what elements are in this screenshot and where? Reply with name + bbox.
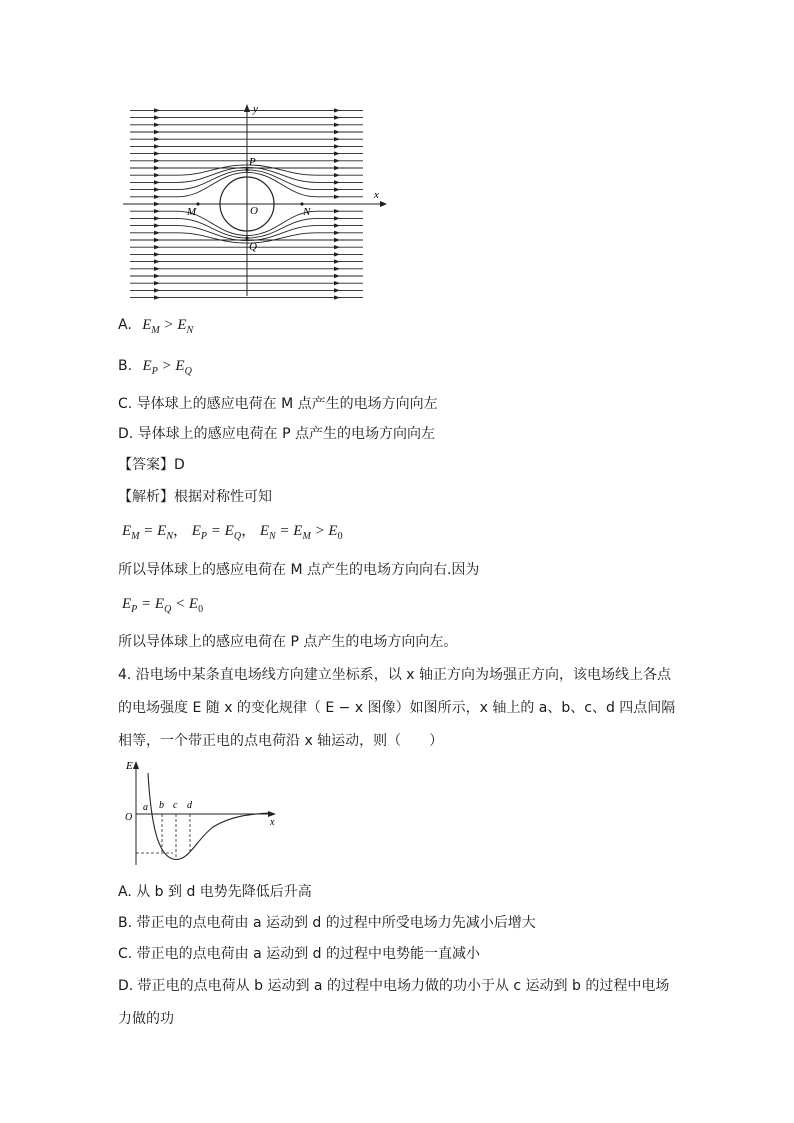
q4-option-d: D. 带正电的点电荷从 b 运动到 a 的过程中电场力做的功小于从 c 运动到 b 的过程中电场力做的功 — [118, 978, 670, 1027]
point-n-label: N — [303, 206, 311, 218]
q3-option-d: D. 导体球上的感应电荷在 P 点产生的电场方向向左 — [118, 426, 436, 442]
point-d-label: d — [187, 800, 192, 811]
e-x-graph — [118, 755, 283, 870]
q4-option-b: B. 带正电的点电荷由 a 运动到 d 的过程中所受电场力先减小后增大 — [118, 915, 536, 931]
origin-label: O — [250, 205, 258, 217]
q3-equation-1: $E_M = E_N$， $E_P = E_Q$， $E_N = E_M > E_0$ — [122, 523, 343, 542]
q4-option-a: A. 从 b 到 d 电势先降低后升高 — [118, 884, 312, 900]
q4-stem: 4. 沿电场中某条直电场线方向建立坐标系，以 x 轴正方向为场强正方向，该电场线上各点的电场强度 E 随 x 的变化规律（ E − x 图像）如图所示，x 轴上的 a、b、c、d 四点间隔相等，一个带正电的点电荷沿 x 轴运动，则（ ） — [118, 667, 676, 749]
q4-option-c: C. 带正电的点电荷由 a 运动到 d 的过程中电势能一直减小 — [118, 946, 480, 962]
q3-option-a: A. $E_M > E_N$ — [118, 317, 194, 336]
e-curve — [148, 773, 270, 859]
point-m-label: M — [187, 206, 197, 218]
x-label-2: x — [270, 817, 275, 828]
e-label: E — [126, 760, 133, 772]
q3-text-1: 所以导体球上的感应电荷在 M 点产生的电场方向向右.因为 — [118, 562, 480, 578]
q3-answer: 【答案】D — [118, 457, 185, 473]
point-p-label: P — [249, 156, 256, 168]
q3-text-2: 所以导体球上的感应电荷在 P 点产生的电场方向向左。 — [118, 634, 458, 650]
point-c-label: c — [173, 800, 178, 811]
q3-analysis: 【解析】根据对称性可知 — [118, 489, 272, 505]
field-lines-figure — [118, 98, 393, 300]
x-label: x — [374, 189, 379, 201]
y-label: y — [253, 103, 258, 115]
q3-option-c: C. 导体球上的感应电荷在 M 点产生的电场方向向左 — [118, 396, 438, 412]
q3-equation-2: $E_P = E_Q < E_0$ — [122, 596, 204, 615]
point-q-label: Q — [249, 241, 257, 253]
point-a-label: a — [143, 802, 148, 813]
point-b-label: b — [159, 800, 164, 811]
q3-option-b: B. $E_P > E_Q$ — [118, 358, 192, 377]
origin-label-2: O — [125, 812, 133, 823]
